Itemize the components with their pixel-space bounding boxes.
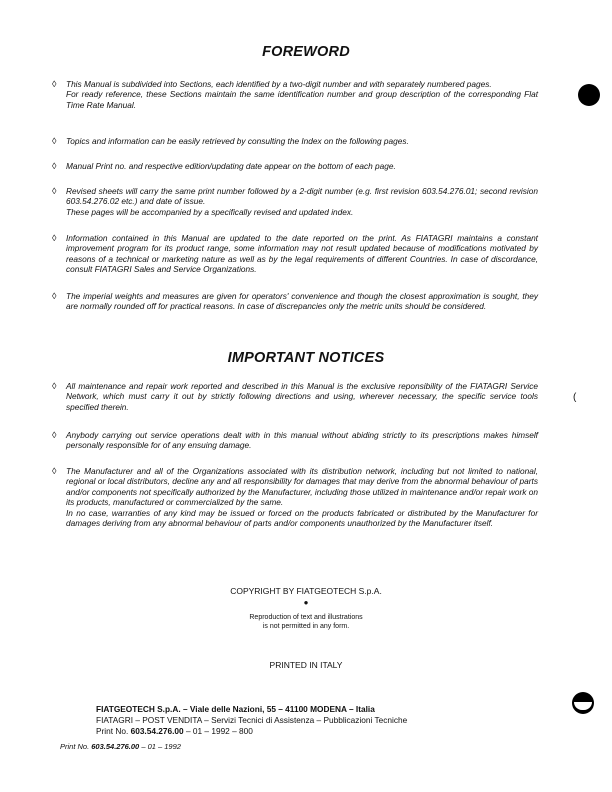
notice-item	[52, 381, 538, 412]
footer-print-number-value: 603.54.276.00	[91, 742, 140, 751]
notice-item	[52, 430, 538, 451]
notice-item	[52, 466, 538, 528]
reproduction-line: Reproduction of text and illustrations	[249, 614, 363, 621]
binder-hole-icon	[572, 692, 594, 714]
paragraph: The Manufacturer and all of the Organizations associated with its distribution network, including but not limited to national, regional or local distributors, decline any and all responsibility for damages that may derive from the abnormal behaviour of parts and/or components not specifically authorized by the Manufacturer, including those utilized in maintenance and/or repair work on its products, manufactured or commercialized by the same.	[66, 466, 538, 508]
publisher-department: FIATAGRI – POST VENDITA – Servizi Tecnici di Assistenza – Pubblicazioni Tecniche	[96, 715, 408, 725]
print-label: Print No.	[96, 726, 131, 736]
foreword-item	[52, 186, 538, 217]
bullet-icon: ◊	[52, 161, 57, 171]
bullet-icon: ◊	[52, 430, 57, 440]
paragraph: Manual Print no. and respective edition/updating date appear on the bottom of each page.	[66, 161, 396, 171]
paragraph: Anybody carrying out service operations dealt with in this manual without abiding strictly to its prescriptions makes himself personally responsible for of any ensuing damage.	[66, 430, 538, 451]
footer-print-edition: – 01 – 1992	[139, 742, 181, 751]
publisher-print-number	[96, 726, 407, 737]
copyright-line: COPYRIGHT BY FIATGEOTECH S.p.A.	[230, 586, 382, 596]
scan-mark-icon: (	[573, 392, 577, 403]
publisher-address: FIATGEOTECH S.p.A. – Viale delle Nazioni, 55 – 41100 MODENA – Italia	[96, 704, 375, 714]
publisher-block	[96, 704, 407, 737]
foreword-item	[52, 161, 538, 171]
reproduction-notice	[0, 613, 612, 631]
paragraph: Topics and information can be easily retrieved by consulting the Index on the following pages.	[66, 136, 409, 146]
bullet-icon: ◊	[52, 79, 57, 89]
print-edition: – 01 – 1992 – 800	[183, 726, 253, 736]
paragraph: This Manual is subdivided into Sections, each identified by a two-digit number and with separately numbered pages.	[66, 79, 492, 89]
paragraph: Information contained in this Manual are updated to the date reported on the print. As FIATAGRI maintains a constant improvement program for its product range, some information may not result updated because of modifications motivated by reasons of a technical or marketing nature as well as by the legal requirements of different Countries. In case of discordance, consult FIATAGRI Sales and Service Organizations.	[66, 233, 538, 275]
printed-in: PRINTED IN ITALY	[269, 660, 343, 670]
separator-dot-icon: ●	[303, 598, 309, 607]
bullet-icon: ◊	[52, 136, 57, 146]
footer-print-label: Print No.	[60, 742, 92, 751]
paragraph: These pages will be accompanied by a specifically revised and updated index.	[66, 206, 354, 217]
paragraph: The imperial weights and measures are given for operators' convenience and though the closest approximation is sought, they are normally rounded off for practical reasons. In case of discrepancies only the metric units should be considered.	[66, 291, 538, 312]
foreword-item	[52, 136, 538, 146]
print-number: 603.54.276.00	[130, 726, 184, 736]
foreword-item	[52, 79, 538, 110]
footer-print-number	[60, 742, 181, 751]
paragraph: Revised sheets will carry the same print number followed by a 2-digit number (e.g. first revision 603.54.276.01; second revision 603.54.276.02 etc.) and date of issue.	[66, 186, 538, 207]
paragraph: In no case, warranties of any kind may be issued or forced on the products fabricated or distributed by the Manufacturer for damages deriving from any abnormal behaviour of parts and/or components unauthorized by the Manufacturer itself.	[66, 507, 538, 529]
bullet-icon: ◊	[52, 381, 57, 391]
paragraph: For ready reference, these Sections maintain the same identification number and group description of the corresponding Flat Time Rate Manual.	[66, 89, 538, 110]
bullet-icon: ◊	[52, 233, 57, 243]
bullet-icon: ◊	[52, 291, 57, 301]
paragraph: All maintenance and repair work reported and described in this Manual is the exclusive reponsibility of the FIATAGRI Service Network, which must carry it out by strictly following directions and using, wherever necessary, the specific service tools specified therein.	[66, 381, 538, 412]
bullet-icon: ◊	[52, 186, 57, 196]
reproduction-line: is not permitted in any form.	[262, 623, 350, 630]
foreword-item	[52, 291, 538, 312]
foreword-item	[52, 233, 538, 275]
foreword-title: FOREWORD	[262, 44, 350, 60]
binder-hole-icon	[578, 84, 600, 106]
notices-title: IMPORTANT NOTICES	[227, 350, 385, 366]
bullet-icon: ◊	[52, 466, 57, 476]
